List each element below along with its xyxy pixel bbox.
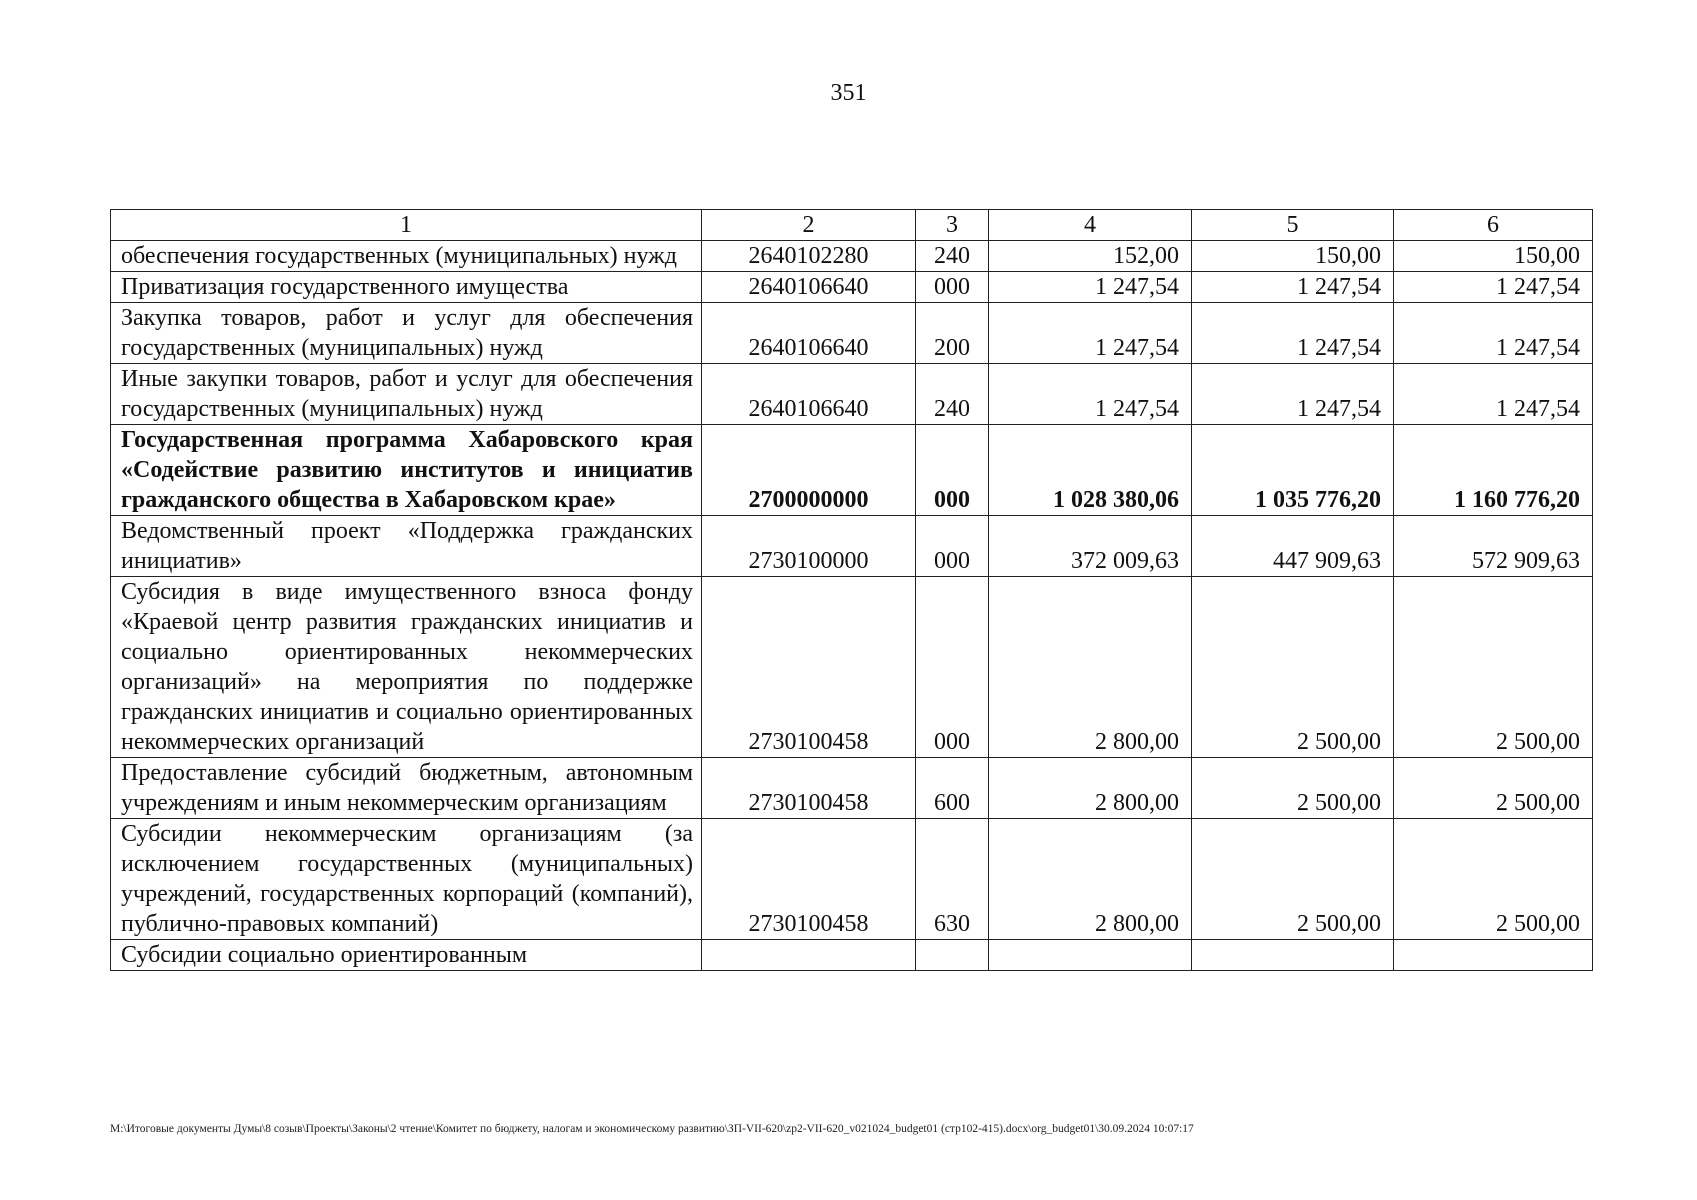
- row-value-col4: 152,00: [989, 241, 1192, 272]
- row-name-cell: Субсидия в виде имущественного взноса фонду «Краевой центр развития гражданских инициатив и социально ориентированных некоммерческих организаций» на мероприятия по поддержке гражданских инициатив и социально ориентированных некоммерческих организаций: [111, 577, 702, 758]
- row-value-col4: 372 009,63: [989, 516, 1192, 577]
- page-number: 351: [830, 80, 867, 106]
- row-value-col4: 1 247,54: [989, 272, 1192, 303]
- row-value-col6: 2 500,00: [1394, 819, 1593, 940]
- row-type-cell: 000: [916, 516, 989, 577]
- row-code-cell: 2730100458: [702, 758, 916, 819]
- row-name-cell: Субсидии некоммерческим организациям (за исключением государственных (муниципальных) учреждений, государственных корпораций (компаний), публично-правовых компаний): [111, 819, 702, 940]
- row-code-cell: 2730100000: [702, 516, 916, 577]
- row-name-cell: Предоставление субсидий бюджетным, автономным учреждениям и иным некоммерческим организациям: [111, 758, 702, 819]
- row-name-cell: обеспечения государственных (муниципальных) нужд: [111, 241, 702, 272]
- row-value-col5: 1 247,54: [1192, 272, 1394, 303]
- row-value-col5: 2 500,00: [1192, 577, 1394, 758]
- header-col-1: 1: [111, 210, 702, 241]
- row-value-col6: 1 247,54: [1394, 303, 1593, 364]
- row-value-col5: 1 247,54: [1192, 303, 1394, 364]
- row-value-col5: 2 500,00: [1192, 819, 1394, 940]
- row-value-col4: 1 247,54: [989, 303, 1192, 364]
- table-row: [111, 516, 1593, 577]
- row-type-cell: 000: [916, 272, 989, 303]
- table-header-row: [111, 210, 1593, 241]
- row-value-col5: 1 035 776,20: [1192, 425, 1394, 516]
- row-value-col4: 2 800,00: [989, 577, 1192, 758]
- table-row: [111, 272, 1593, 303]
- row-value-col5: 1 247,54: [1192, 364, 1394, 425]
- row-value-col6: 1 160 776,20: [1394, 425, 1593, 516]
- row-type-cell: 240: [916, 364, 989, 425]
- row-value-col6: 2 500,00: [1394, 758, 1593, 819]
- row-value-col6: 150,00: [1394, 241, 1593, 272]
- row-code-cell: 2640106640: [702, 303, 916, 364]
- row-value-col6: 1 247,54: [1394, 272, 1593, 303]
- row-code-cell: 2730100458: [702, 577, 916, 758]
- row-name-cell: Приватизация государственного имущества: [111, 272, 702, 303]
- row-value-col5: [1192, 940, 1394, 971]
- table-row: [111, 425, 1593, 516]
- table-row: [111, 819, 1593, 940]
- row-code-cell: 2700000000: [702, 425, 916, 516]
- row-code-cell: 2730100458: [702, 819, 916, 940]
- header-col-4: 4: [989, 210, 1192, 241]
- row-name-cell: Государственная программа Хабаровского края «Содействие развитию институтов и инициатив гражданского общества в Хабаровском крае»: [111, 425, 702, 516]
- header-col-6: 6: [1394, 210, 1593, 241]
- row-value-col5: 2 500,00: [1192, 758, 1394, 819]
- row-value-col6: 572 909,63: [1394, 516, 1593, 577]
- row-value-col5: 150,00: [1192, 241, 1394, 272]
- row-code-cell: [702, 940, 916, 971]
- row-value-col4: [989, 940, 1192, 971]
- header-col-2: 2: [702, 210, 916, 241]
- row-code-cell: 2640106640: [702, 272, 916, 303]
- row-value-col4: 2 800,00: [989, 758, 1192, 819]
- row-value-col5: 447 909,63: [1192, 516, 1394, 577]
- row-name-cell: Ведомственный проект «Поддержка гражданских инициатив»: [111, 516, 702, 577]
- table-row: [111, 758, 1593, 819]
- row-type-cell: 000: [916, 425, 989, 516]
- row-value-col6: 2 500,00: [1394, 577, 1593, 758]
- row-name-cell: Субсидии социально ориентированным: [111, 940, 702, 971]
- row-code-cell: 2640102280: [702, 241, 916, 272]
- table-row: [111, 364, 1593, 425]
- table-row: [111, 303, 1593, 364]
- row-type-cell: 240: [916, 241, 989, 272]
- table-row: [111, 940, 1593, 971]
- row-type-cell: [916, 940, 989, 971]
- row-code-cell: 2640106640: [702, 364, 916, 425]
- footer-file-path: M:\Итоговые документы Думы\8 созыв\Проекты\Законы\2 чтение\Комитет по бюджету, налогам и экономическому развитию\ЗП-VII-620\zp2-VII-620_v021024_budget01 (стр102-415).docx\org_budget01\30.09.2024 10:07:17: [110, 1123, 1194, 1135]
- budget-table: [110, 209, 1593, 971]
- table-row: [111, 241, 1593, 272]
- row-name-cell: Иные закупки товаров, работ и услуг для обеспечения государственных (муниципальных) нужд: [111, 364, 702, 425]
- row-type-cell: 000: [916, 577, 989, 758]
- header-col-3: 3: [916, 210, 989, 241]
- row-type-cell: 200: [916, 303, 989, 364]
- row-value-col4: 1 247,54: [989, 364, 1192, 425]
- row-type-cell: 630: [916, 819, 989, 940]
- row-value-col4: 1 028 380,06: [989, 425, 1192, 516]
- row-value-col4: 2 800,00: [989, 819, 1192, 940]
- row-name-cell: Закупка товаров, работ и услуг для обеспечения государственных (муниципальных) нужд: [111, 303, 702, 364]
- table-row: [111, 577, 1593, 758]
- header-col-5: 5: [1192, 210, 1394, 241]
- row-value-col6: 1 247,54: [1394, 364, 1593, 425]
- row-value-col6: [1394, 940, 1593, 971]
- row-type-cell: 600: [916, 758, 989, 819]
